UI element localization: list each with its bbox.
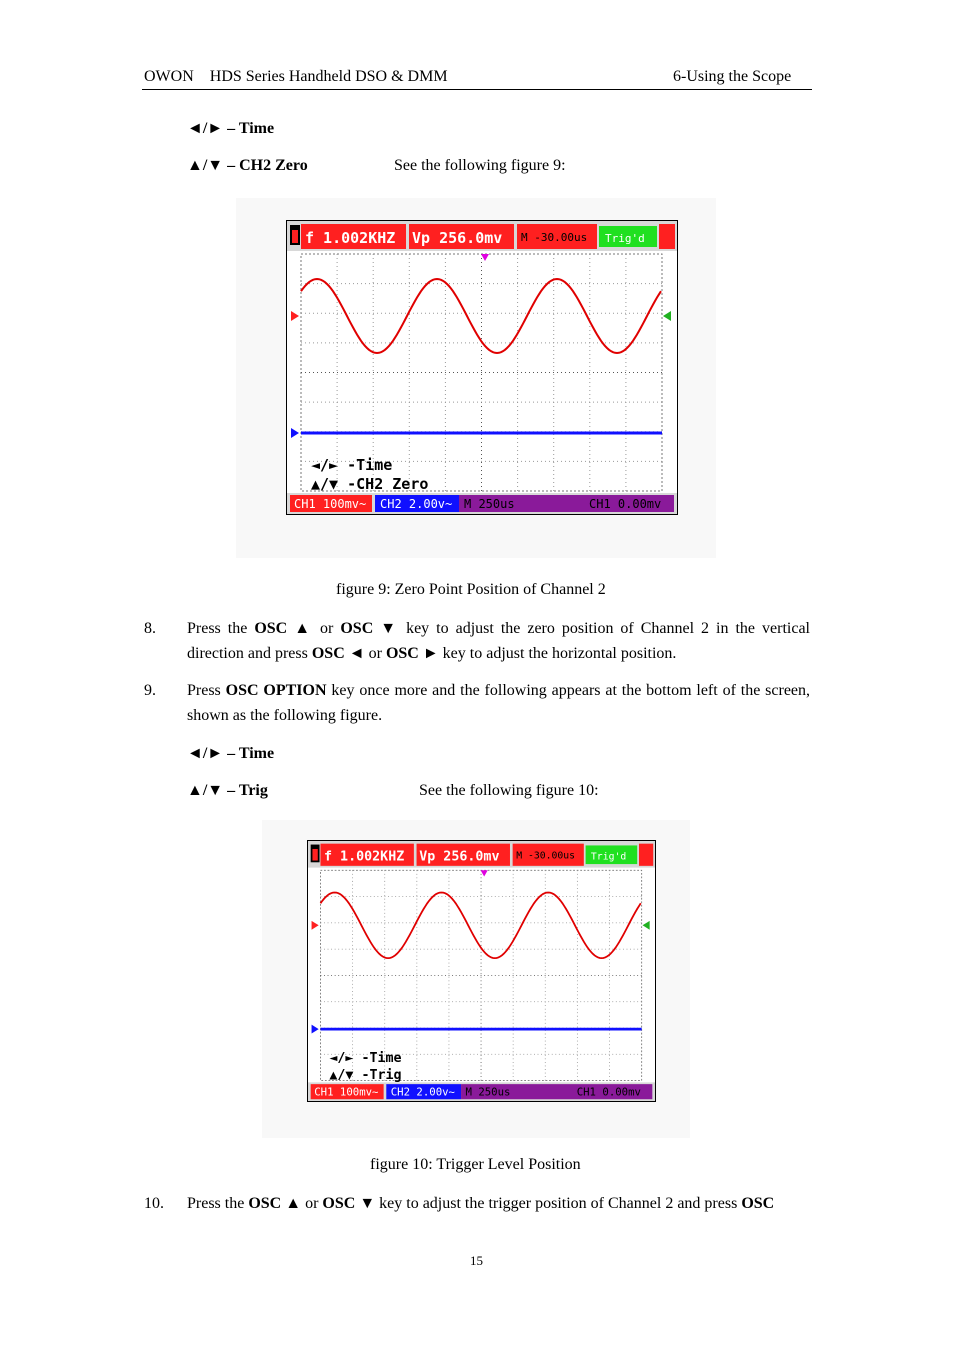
fig10-timebase: M 250us [465,1085,511,1099]
fig10-vp: Vp 256.0mv [419,849,500,865]
fig10-ch2-marker [312,1025,319,1034]
header-rule [142,89,812,90]
fig10-ch2-scale: CH2 2.00v~ [390,1085,455,1099]
item-8-number: 8. [144,620,156,637]
header-right: 6-Using the Scope [673,68,792,85]
key-hint-time-2: ◄/► – Time [187,745,275,762]
key-hint-trig: ▲/▼ – Trig [187,782,268,799]
fig9-ch1-level: CH1 0.00mv [589,497,662,511]
figure-reference-2: See the following figure 10: [419,782,599,799]
fig10-ch1-marker [312,921,319,930]
fig9-m-time: M -30.00us [521,231,588,244]
fig10-grid [320,870,641,1080]
page-number: 15 [470,1253,483,1268]
item-9-number: 9. [144,682,156,699]
fig9-hint-time: ◄/► -Time [311,456,393,474]
item-10-text: Press the OSC ▲ or OSC ▼ key to adjust the trigger position of Channel 2 and press OSC [187,1195,775,1212]
fig9-trig-status: Trig'd [605,232,645,245]
key-hint-time: ◄/► – Time [187,120,275,137]
figure-10-caption: figure 10: Trigger Level Position [370,1156,581,1173]
fig10-trigger-level-marker [643,921,650,930]
fig9-ch1-scale: CH1 100mv~ [294,497,367,511]
fig9-vp: Vp 256.0mv [412,229,503,247]
fig9-hint-ch2-zero: ▲/▼ -CH2 Zero [311,475,429,493]
fig9-ch2-marker [291,428,299,438]
fig9-timebase: M 250us [464,497,515,511]
fig9-ch2-scale: CH2 2.00v~ [380,497,453,511]
header-left: OWON HDS Series Handheld DSO & DMM [144,68,448,85]
figure-10-scope-screen [307,840,656,1102]
figure-9-caption: figure 9: Zero Point Position of Channel 2 [336,581,606,598]
fig10-m-time: M -30.00us [516,850,576,862]
fig9-freq: f 1.002KHZ [305,229,396,247]
fig10-ch1-level: CH1 0.00mv [576,1085,641,1099]
item-10-number: 10. [144,1195,164,1212]
fig10-freq: f 1.002KHZ [324,849,405,865]
figure-reference: See the following figure 9: [394,157,566,174]
fig10-ch1-scale: CH1 100mv~ [314,1085,379,1099]
fig10-trig-status: Trig'd [590,851,627,863]
item-8-text: Press the OSC ▲ or OSC ▼ key to adjust the zero position of Channel 2 in the vertical direction and press OSC ◄ or OSC ► key to adjust the horizontal position. [187,620,810,662]
item-9-text: Press OSC OPTION key once more and the following appears at the bottom left of the screen, shown as the following figure. [187,682,811,724]
figure-9-scope-screen [286,220,678,515]
fig10-hint-trig: ▲/▼ -Trig [329,1067,402,1083]
fig9-trigger-level-marker [663,311,671,321]
key-hint-ch2-zero: ▲/▼ – CH2 Zero [187,157,308,174]
fig9-ch1-marker [291,311,299,321]
fig10-hint-time: ◄/► -Time [329,1050,402,1066]
